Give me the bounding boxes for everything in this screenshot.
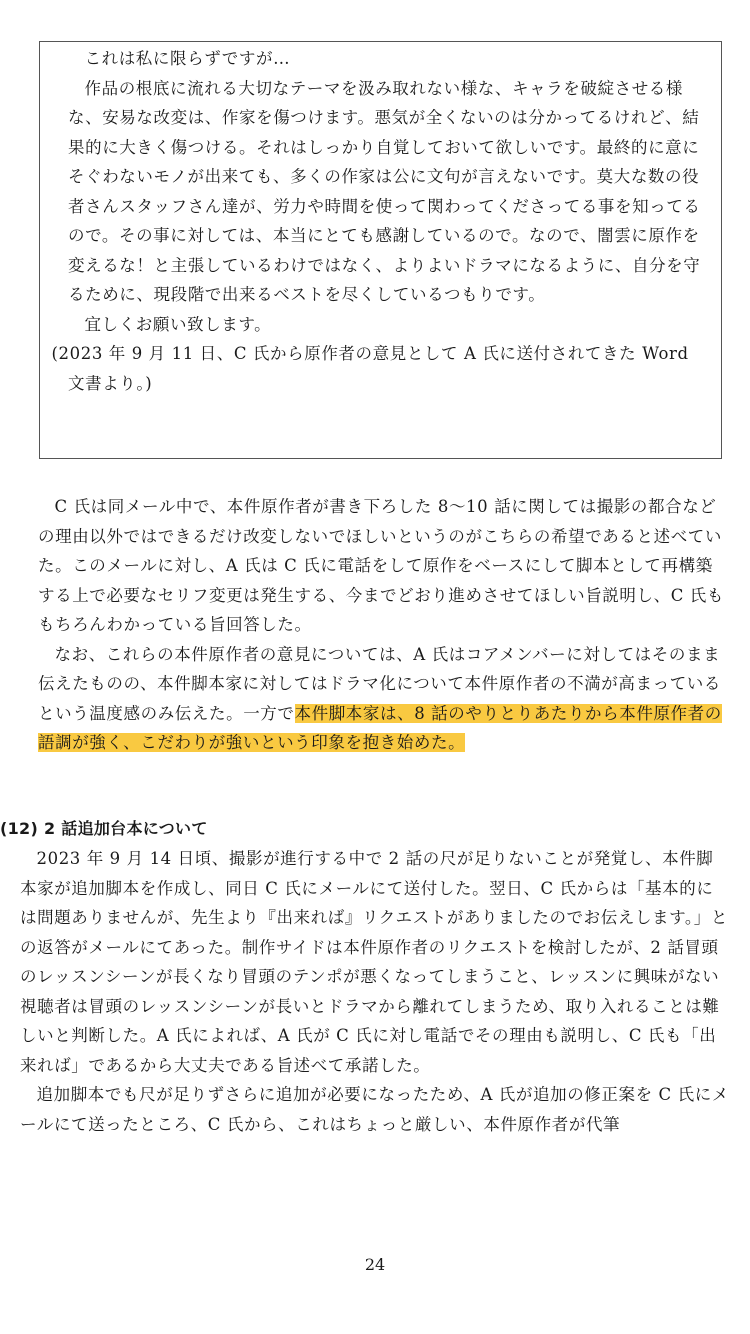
quoted-document-box <box>39 41 722 459</box>
body-paragraph-1: C 氏は同メール中で、本件原作者が書き下ろした 8〜10 話に関しては撮影の都合などの理由以外ではできるだけ改変しないでほしいというのがこちらの希望であると述べていた。このメールに対し、A 氏は C 氏に電話をして原作をベースにして脚本として再構築する上で必要なセリフ変更は発生する、今までどおり進めさせてほしい旨説明し、C 氏ももちろんわかっている旨回答した。 <box>38 497 724 634</box>
quote-closing: 宜しくお願い致します。 <box>84 314 272 334</box>
section-heading: (12) 2 話追加台本について <box>0 819 208 838</box>
section-paragraph-2: 追加脚本でも尺が足りずさらに追加が必要になったため、A 氏が追加の修正案を C 氏にメールにて送ったところ、C 氏から、これはちょっと厳しい、本件原作者が代筆 <box>20 1085 729 1134</box>
page-number: 24 <box>364 1255 386 1274</box>
body-paragraph-2-text: なお、これらの本件原作者の意見については、A 氏はコアメンバーに対してはそのまま伝えたものの、本件脚本家に対してはドラマ化について本件原作者の不満が高まっているという温度感のみ伝えた。一方で <box>38 644 722 723</box>
body-section <box>38 492 726 758</box>
highlighted-passage: 本件脚本家は、8 話のやりとりあたりから本件原作者の語調が強く、こだわりが強いという印象を抱き始めた。 <box>38 703 722 752</box>
section-12 <box>0 814 730 1139</box>
section-paragraph-1: 2023 年 9 月 14 日頃、撮影が進行する中で 2 話の尺が足りないことが発覚し、本件脚本家が追加脚本を作成し、同日 C 氏にメールにて送付した。翌日、C 氏からは「基本的には問題ありませんが、先生より『出来れば』リクエストがありましたのでお伝えします。」との返答がメールにてあった。制作サイドは本件原作者のリクエストを検討したが、2 話冒頭のレッスンシーンが長くなり冒頭のテンポが悪くなってしまうこと、レッスンに興味がない視聴者は冒頭のレッスンシーンが長いとドラマから離れてしまうため、取り入れることは難しいと判断した。A 氏によれば、A 氏が C 氏に対し電話でその理由も説明し、C 氏も「出来れば」であるから大丈夫である旨述べて承諾した。 <box>20 849 728 1075</box>
quote-opening-line: これは私に限らずですが… <box>84 49 291 68</box>
quote-paragraph: 作品の根底に流れる大切なテーマを汲み取れない様な、キャラを破綻させる様な、安易な改変は、作家を傷つけます。悪気が全くないのは分かってるけれど、結果的に大きく傷つける。それはしっかり自覚しておいて欲しいです。最終的に意にそぐわないモノが出来ても、多くの作家は公に文句が言えないです。莫大な数の役者さんスタッフさん達が、労力や時間を使って関わってくださってる事を知ってるので。その事に対しては、本当にとても感謝しているので。なので、闇雲に原作を変えるな！と主張しているわけではなく、よりよいドラマになるように、自分を守るために、現段階で出来るベストを尽くしているつもりです。 <box>68 78 701 304</box>
quote-source-citation: (2023 年 9 月 11 日、C 氏から原作者の意見として A 氏に送付されてきた Word 文書より。) <box>51 344 689 393</box>
body-paragraph-2 <box>38 640 726 758</box>
